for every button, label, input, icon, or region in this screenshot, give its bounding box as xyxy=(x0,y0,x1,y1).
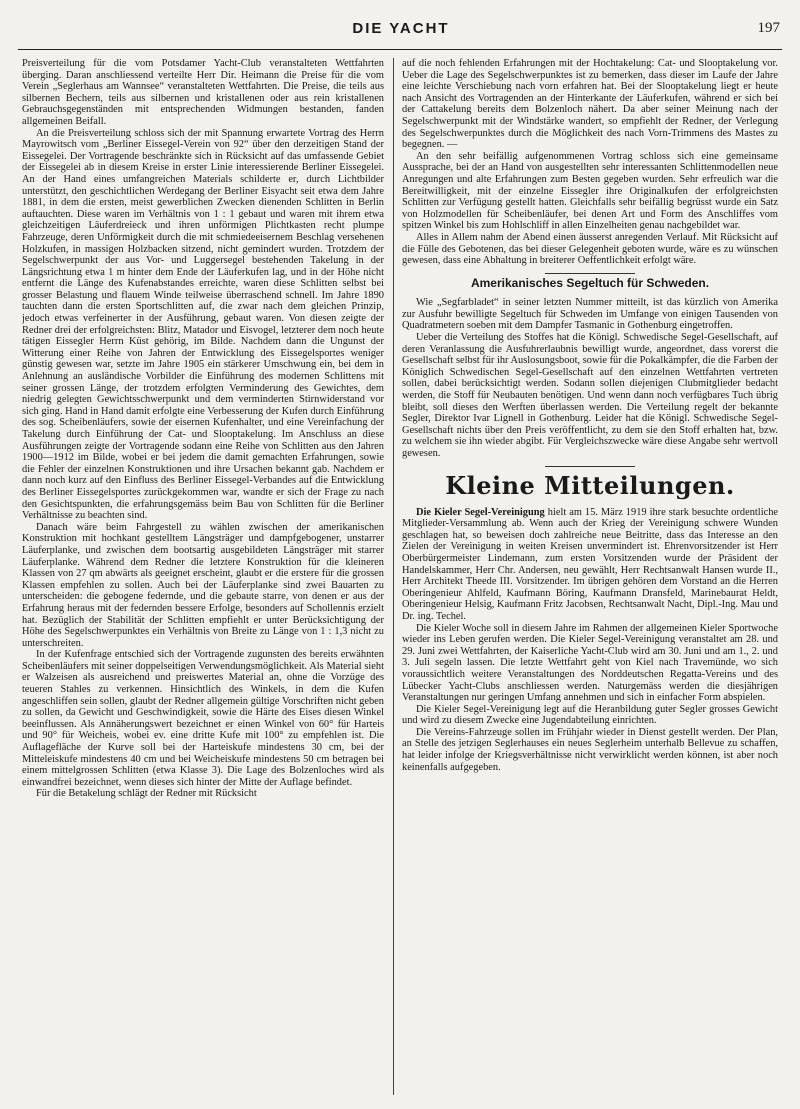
right-column xyxy=(402,58,778,1095)
paragraph: In der Kufenfrage entschied sich der Vortragende zugunsten des bereits erwähnten Scheibenläufers mit seiner doppelseitigen Verwendungsmöglichkeit. Als Material sieht er Walzeisen als ausreichend und preiswertes Material an, ohne die Vorzüge des teueren Stahles zu verkennen. Hinsichtlich des Winkels, in dem die Kufen angeschliffen sein sollen, glaubt der Redner allgemein gültige Vorschriften nicht geben zu sollen, da Gewicht und Geschwindigkeit, sowie die Härte des Eises diesen Winkel beeinflussen. Als Annäherungswert bezeichnet er einen Winkel von 60° für Harteis und 90° für Weicheis, wobei ev. eine dritte Kufe mit 100° zu empfehlen ist. Die Auflagefläche der Kurve soll bei der Harteiskufe mindestens 30 cm, bei der Mitteleiskufe mindestens 40 cm und bei Weicheiskufe mindestens 50 cm betragen bei einem mittelgrossen Schlitten (etwa Klasse 3). Die Lage des Bolzenloches wird als einwandfrei bezeichnet, wenn dieses sich hinter der Mitte der Auflage befindet. xyxy=(22,649,384,788)
paragraph: An die Preisverteilung schloss sich der mit Spannung erwartete Vortrag des Herrn Mayrowitsch vom „Berliner Eissegel-Verein von 92“ über den derzeitigen Stand der Eissegelei. Der Vortragende beschränkte sich in Rücksicht auf das umfassende Gebiet der Eissegelei ab in diesem Kreise in erster Linie interessierende Berliner Eissegelei. An der Hand eines umfangreichen Materials schilderte er, durch Lichtbilder unterstützt, den geschichtlichen Werdegang der Berliner Eisyacht seit etwa dem Jahre 1881, in dem die ersten, meist gewerblichen Zwecken dienenden Schlitten in Berlin auftauchten. Diese waren im Verhältnis von 1 : 1 gebaut und waren mit ihrem etwa gleichzeitigen Läuferdreieck und ihren unförmigen Plichtkasten recht plumpe Fahrzeuge, deren Unförmigkeit durch die mit schmiedeeisernem Beschlag versehenen Holzkufen, in massigen Holzbacken sitzend, nicht gemindert wurden. Trotzdem der Segelschwerpunkt der aus Vor- und Luggersegel bestehenden Takelung in der Längsrichtung etwa 1 m hinter dem Ende der Läuferkufen lag, und in der Höhe nicht entfernt die Länge des Kufenabstandes erreichte, waren diese Schlitten selbst bei grosser Belastung und flauem Winde teilweise überraschend schnell. Im Jahre 1890 tauchten dann die ersten Sportschlitten auf, die zwar nach dem gleichen Prinzip, jedoch etwas verfeinerter in der Ausführung, gebaut waren. Von diesen zeigte der Redner drei der erfolgreichsten: Blitz, Matador und Eisvogel, letzterer dem noch heute tätigen Eissegler Herrn Küst gehörig, im Bilde. Nachdem dann die Ungunst der Witterung einer Reihe von Jahren der Entwicklung des Eissegelsportes weniger günstig gewesen war, setzte im Jahre 1905 ein stärkerer Umschwung ein, bei dem in Anlehnung an ausländische Vorbilder die Einführung des modernen Schlittens mit seiner grossen Länge, der trotzdem erfolgten Verminderung des Gewichtes, dem niedrig gelegten Gewichtsschwerpunkt und dem verminderten Stirnwiderstand vor sich ging. Hand in Hand damit erfolgte eine Verbesserung der Kufen durch Einführung des sog. Scheibenläufers, sowie der eisernen Kufenhalter, und eine Vereinfachung der Takelung durch Einführung der Cat- und Slooptakelung. Im Anschluss an diese Ausführungen zeigte der Vortragende sodann eine Reihe von Schlitten aus den Jahren 1900—1912 im Bilde, wobei er bei jedem die damit gemachten Erfahrungen, sowie die Fehler der einzelnen Konstruktionen und ihre Ursachen bekannt gab. Nachdem er dann noch kurz auf den Einfluss des Berliner Eissegel-Verbandes auf die Entwicklung des Berliner Eissegelsportes zurückgekommen war, wandte er sich der Frage zu nach den Gesichtspunkten, die erfahrungsgemäss beim Bau von Schlitten für die Berliner Verhältnisse zu beachten sind. xyxy=(22,127,384,522)
section-separator xyxy=(545,466,635,467)
article-separator xyxy=(545,273,635,274)
paragraph: Alles in Allem nahm der Abend einen äusserst anregenden Verlauf. Mit Rücksicht auf die Fülle des Gebotenen, das bei dieser Gelegenheit geboten wurde, wäre es zu wünschen gewesen, dass eine Abhaltung in breiterer Oeffentlichkeit erfolgt wäre. xyxy=(402,231,778,267)
journal-title: DIE YACHT xyxy=(352,20,450,37)
left-column xyxy=(22,58,384,1095)
paragraph: Die Kieler Woche soll in diesem Jahre im Rahmen der allgemeinen Kieler Sportwoche wieder ins Leben gerufen werden. Die Kieler Segel-Vereinigung veranstaltet am 28. und 29. Juni zwei Wettfahrten, der Kaiserliche Yacht-Club wird am 30. Juni und am 1., 2. und 3. Juli segeln lassen. Die letzte Wettfahrt geht von Kiel nach Travemünde, wo sich voraussichtlich weitere Veranstaltungen des Norddeutschen Regatta-Vereins und des Lübecker Yacht-Clubs anschliessen werden. Naturgemäss werden die diesjährigen Veranstaltungen nur geringen Umfang annehmen und sich in einfacher Form abspielen. xyxy=(402,622,778,704)
paragraph: Ueber die Verteilung des Stoffes hat die Königl. Schwedische Segel-Gesellschaft, auf deren Veranlassung die Ausfuhrerlaubnis bewilligt wurde, angeordnet, dass vorerst die Gesellschaft selbst für ihr Auslosungsboot, sowie für die Pokalkämpfer, die die Farben der Königlich Schwedischen Segel-Gesellschaft auf den einzelnen Wettfahrten vertreten sollen, dabei berücksichtigt werden. Sodann sollen diejenigen Clubmitglieder bedacht werden, die Stoff für Neubauten benötigen. Und wenn dann noch verfügbares Tuch übrig bleibt, soll dieses den Werften überlassen werden. Die Verteilung regelt der bekannte Segler, Direktor Ivar Lignell in Gothenburg. Leider hat die Königl. Schwedische Segel-Gesellschaft nichts über den Preis veröffentlicht, zu dem sie den Stoff erhalten hat, bzw. zu welchem sie ihn wieder abgibt. Für Vergleichszwecke wäre diese Angabe sehr wertvoll gewesen. xyxy=(402,332,778,459)
paragraph: Preisverteilung für die vom Potsdamer Yacht-Club veranstalteten Wettfahrten überging. Daran anschliessend verteilte Herr Dir. Heimann die Preise für die vom Verein „Seglerhaus am Wannsee“ veranstalteten Wettfahrten. Die Preise, die teils aus silbernen Bechern, teils aus silbernen und kristallenen oder aus rein kristallenen Gebrauchsgegenständen mit entsprechenden Widmungen bestanden, fanden allgemeinen Beifall. xyxy=(22,58,384,127)
paragraph: An den sehr beifällig aufgenommenen Vortrag schloss sich eine gemeinsame Aussprache, bei der an Hand von ausgestellten sehr interessanten Schlittenmodellen neue Anregungen und alte Erfahrungen zum Besten gegeben wurden. Sehr erfreulich war die Bereitwilligkeit, mit der einzelne Eissegler ihre Originalkufen der erfolgreichsten Schlitten zur Verfügung gestellt hatten. Gleichfalls sehr beifällig begrüsst wurde ein Satz von Holzmodellen für Scheibenläufer, bei denen Art und Form des Anschliffes vom spitzen Winkel bis zum Hohlschliff in allen Einzelheiten genau nachgebildet war. xyxy=(402,150,778,232)
article-heading: Amerikanisches Segeltuch für Schweden. xyxy=(470,275,710,290)
paragraph-lead: Die Kieler Segel-Vereinigung xyxy=(416,506,545,518)
paragraph: auf die noch fehlenden Erfahrungen mit der Hochtakelung: Cat- und Slooptakelung vor. Ueber die Lage des Segelschwerpunktes ist zu bemerken, dass dieser im Laufe der Jahre eine leichte Verschiebung nach vorn erfahren hat. Bei der Slooptakelung liegt er heute nach Ansicht des Vortragenden an der Hinterkante der Läuferkufen, während er sich bei der Cattakelung bereits dem Bolzenloch nähert. Da aber seiner Meinung nach der Segelschwerpunkt mit der Windstärke wandert, so empfiehlt der Redner, der Verlegung des Segelschwerpunktes durch die Möglichkeit des nach Vorn-Trimmens des Mastes zu begegnen. — xyxy=(402,58,778,151)
page-header xyxy=(22,20,780,42)
paragraph xyxy=(402,507,778,623)
paragraph: Die Kieler Segel-Vereinigung legt auf die Heranbildung guter Segler grosses Gewicht und wird zu diesem Zwecke eine Jugendabteilung einrichten. xyxy=(402,703,778,727)
paragraph-text: hielt am 15. März 1919 ihre stark besuchte ordentliche Mitglieder-Versammlung ab. Wenn auch der Krieg der Vereinigung schwere Wunden geschlagen hat, so beweisen doch zahlreiche neue Beitritte, dass das Interesse an den Zielen der Vereinigung in weiten Kreisen unvermindert ist. Ehrenvorsitzender ist Herr Oberbürgermeister Lindemann, zum ersten Vorsitzenden wurde der Präsident der Handelskammer, Herr Chr. Andersen, neu gewählt, Herr Rechtsanwalt Hansen wurde II., Herr Architekt Theede III. Vorsitzender. Im übrigen gehören dem Vorstand an die Herren Oberingenieur Ahlfeld, Kaufmann Böring, Kaufmann Dransfeld, Marinebaurat Heldt, Oberingenieur Helsig, Kaufmann Fritz Jacobsen, Rechtsanwalt Nacht, Dipl.-Ing. Mau und Dr. ing. Techel. xyxy=(402,506,778,622)
section-heading: Kleine Mitteilungen. xyxy=(445,470,735,500)
paragraph: Für die Betakelung schlägt der Redner mit Rücksicht xyxy=(36,788,257,800)
column-divider xyxy=(393,58,394,1095)
header-rule xyxy=(18,49,782,50)
paragraph: Die Vereins-Fahrzeuge sollen im Frühjahr wieder in Dienst gestellt werden. Der Plan, an Stelle des jetzigen Seglerhauses ein neues Seglerheim unterhalb Bellevue zu schaffen, hat leider infolge der Kriegsverhältnisse nicht verwirklicht werden können, ist aber noch keinenfalls aufgegeben. xyxy=(402,726,778,773)
paragraph: Danach wäre beim Fahrgestell zu wählen zwischen der amerikanischen Konstruktion mit hochkant gestelltem Längsträger und dampfgebogener, unstarrer Läuferplanke, und zwischen dem bootsartig ausgebildeten Längsträger mit starrer Läuferplanke. Während dem Redner die letztere Konstruktion für die kleineren Klassen von 27 qm abwärts als geeignet erscheint, glaubt er die erstere für die grossen Klassen empfehlen zu sollen. Auch bei der Läuferplanke sind zwei Bauarten zu unterscheiden: die gebogene federnde, und die gebaute starre, von denen er aus der Erfahrung heraus mit der federnden bessere Erfolge, besonders auf Schollennis erzielt hat. Bezüglich der Stabilität der Schlitten empfiehlt er unter Berücksichtigung der Höhe des Segelschwerpunktes ein Verhältnis von Breite zu Länge von 1 : 1,3 nicht zu unterschreiten. xyxy=(22,521,384,649)
page-number: 197 xyxy=(757,20,780,36)
paragraph: Wie „Segfarbladet“ in seiner letzten Nummer mitteilt, ist das kürzlich von Amerika zur Ausfuhr bewilligte Segeltuch für Schweden im Umfange von einigen Tausenden von Quadratmetern soeben mit dem Dampfer Tasmanic in Gothenburg eingetroffen. xyxy=(402,297,778,332)
